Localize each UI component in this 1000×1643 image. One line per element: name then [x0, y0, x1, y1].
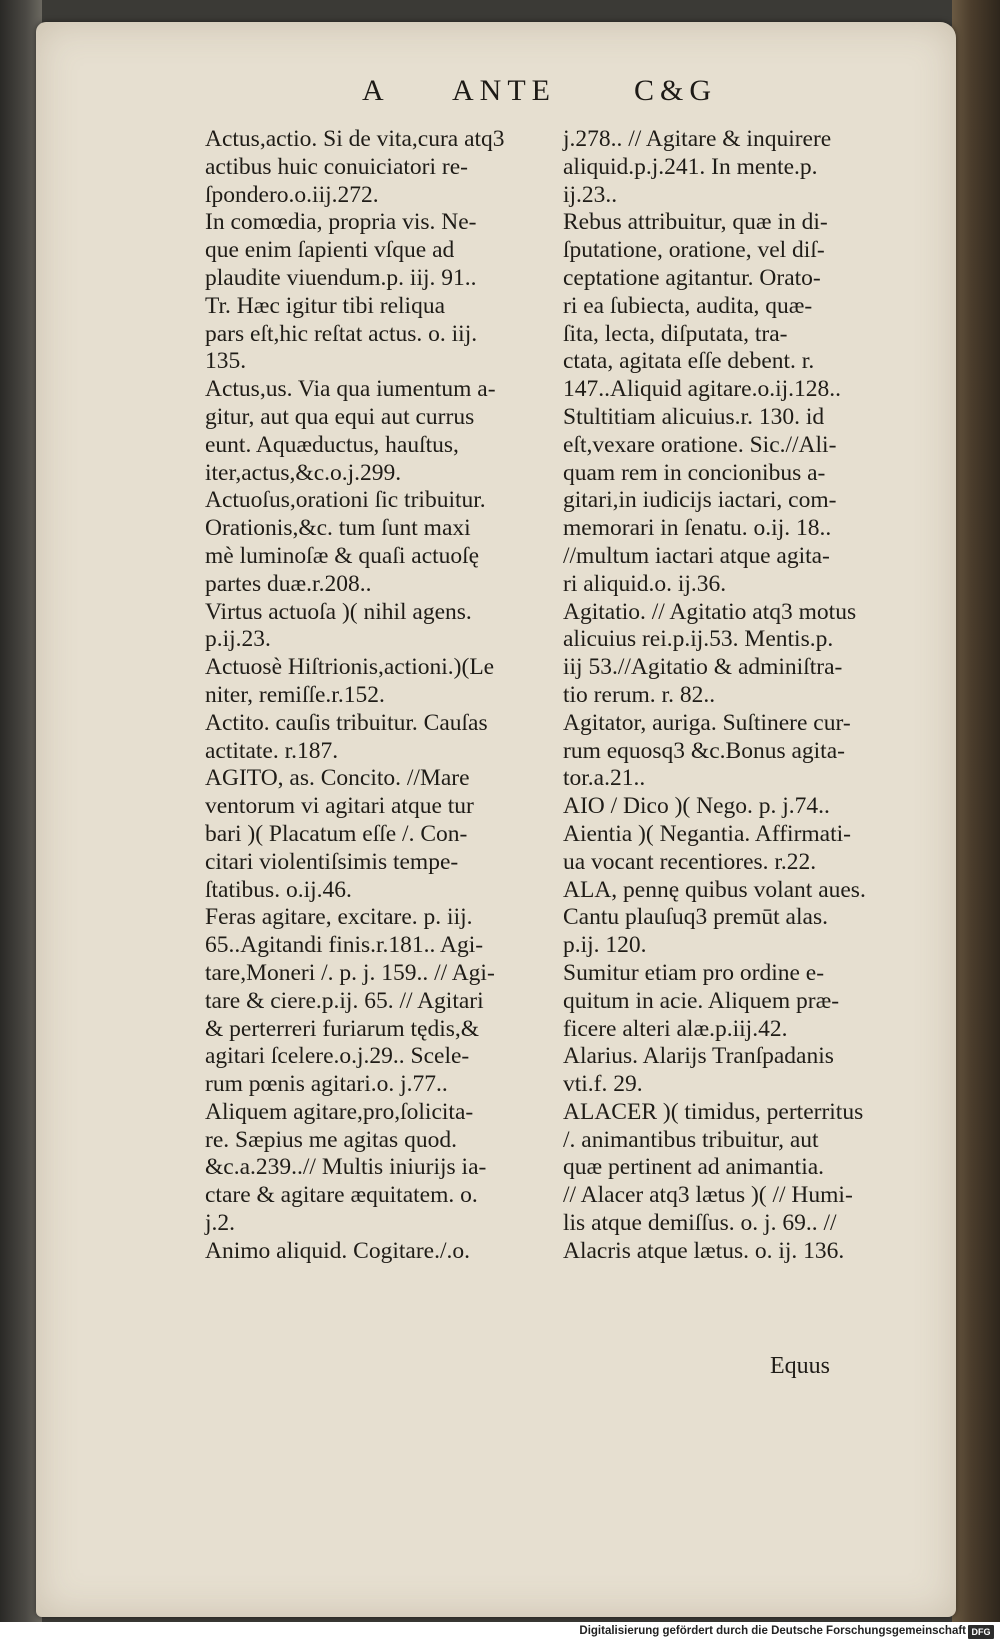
- text-line: quæ pertinent ad animantia.: [563, 1154, 825, 1181]
- dfg-logo: DFG: [968, 1625, 994, 1639]
- text-line: Alacris atque lætus. o. ij. 136.: [563, 1237, 845, 1264]
- text-line: iij 53.//Agitatio & adminiſtra-: [563, 654, 843, 681]
- text-line: memorari in ſenatu. o.ij. 18..: [563, 515, 832, 542]
- text-line: ſtatibus. o.ij.46.: [205, 876, 352, 903]
- text-line: Tr. Hæc igitur tibi reliqua: [205, 292, 446, 319]
- text-line: ctata, agitata eſſe debent. r.: [563, 348, 815, 375]
- text-line: //multum iactari atque agita-: [563, 542, 830, 569]
- text-line: j.278.. // Agitare & inquirere: [563, 126, 832, 152]
- text-line: mè luminoſæ & quaſi actuoſę: [205, 542, 480, 569]
- text-line: ri ea ſubiecta, audita, quæ-: [563, 292, 813, 319]
- running-head-letter: A: [362, 74, 390, 107]
- text-line: gitari,in iudicijs iactari, com-: [563, 487, 837, 514]
- text-line: quam rem in concionibus a-: [563, 459, 826, 486]
- text-line: In comœdia, propria vis. Ne-: [205, 209, 477, 236]
- text-line: ſpondero.o.iij.272.: [205, 181, 379, 208]
- text-line: Stultitiam alicuius.r. 130. id: [563, 403, 825, 430]
- text-line: 135.: [205, 348, 247, 375]
- text-line: eſt,vexare oratione. Sic.//Ali-: [563, 431, 837, 458]
- catchword: Equus: [770, 1353, 830, 1379]
- text-line: tare,Moneri /. p. j. 159.. // Agi-: [205, 959, 495, 986]
- text-line: ficere alteri alæ.p.iij.42.: [563, 1015, 788, 1042]
- running-head-word: ANTE: [452, 74, 556, 107]
- text-line: rum pœnis agitari.o. j.77..: [205, 1071, 448, 1098]
- text-line: Actuosè Hiſtrionis,actioni.)(Le: [205, 654, 495, 681]
- text-line: ctare & agitare æquitatem. o.: [205, 1182, 478, 1209]
- text-line: agitari ſcelere.o.j.29.. Scele-: [205, 1043, 470, 1070]
- text-line: rum equosq3 &c.Bonus agita-: [563, 737, 845, 764]
- text-line: actitate. r.187.: [205, 737, 339, 764]
- text-line: pars eſt,hic reſtat actus. o. iij.: [205, 320, 478, 347]
- text-line: j.2.: [205, 1210, 236, 1237]
- text-line: Agitator, auriga. Suſtinere cur-: [563, 709, 851, 736]
- footer-credit-text: Digitalisierung gefördert durch die Deutsche Forschungsgemeinschaft: [579, 1625, 966, 1637]
- text-line: & perterreri furiarum tędis,&: [205, 1015, 480, 1042]
- text-line: bari )( Placatum eſſe /. Con-: [205, 820, 468, 847]
- text-line: ri aliquid.o. ij.36.: [563, 570, 727, 597]
- text-line: ALA, pennę quibus volant aues.: [563, 876, 866, 903]
- text-line: niter, remiſſe.r.152.: [205, 681, 385, 708]
- text-line: ceptatione agitantur. Orato-: [563, 264, 821, 291]
- text-line: Actus,actio. Si de vita,cura atq3: [205, 126, 505, 152]
- text-line: &c.a.239..// Multis iniurijs ia-: [205, 1154, 487, 1181]
- text-line: lis atque demiſſus. o. j. 69.. //: [563, 1210, 837, 1237]
- text-line: AIO / Dico )( Nego. p. j.74..: [563, 793, 830, 820]
- text-line: eunt. Aquæductus, hauſtus,: [205, 431, 459, 458]
- text-line: p.ij.23.: [205, 626, 271, 653]
- text-line: vti.f. 29.: [563, 1071, 643, 1098]
- text-line: p.ij. 120.: [563, 932, 647, 959]
- text-line: Agitatio. // Agitatio atq3 motus: [563, 598, 857, 625]
- text-line: alicuius rei.p.ij.53. Mentis.p.: [563, 626, 834, 653]
- text-line: Cantu plauſuq3 premūt alas.: [563, 904, 828, 931]
- text-line: Aientia )( Negantia. Affirmati-: [563, 820, 851, 847]
- text-line: Actuoſus,orationi ſic tribuitur.: [205, 487, 486, 514]
- text-line: 65..Agitandi finis.r.181.. Agi-: [205, 932, 484, 959]
- text-line: Alarius. Alarijs Tranſpadanis: [563, 1043, 834, 1070]
- text-line: /. animantibus tribuitur, aut: [563, 1126, 819, 1153]
- text-line: ua vocant recentiores. r.22.: [563, 848, 817, 875]
- text-line: gitur, aut qua equi aut currus: [205, 403, 475, 430]
- text-line: que enim ſapienti vſque ad: [205, 237, 455, 264]
- text-line: tor.a.21..: [563, 765, 646, 792]
- text-line: tio rerum. r. 82..: [563, 681, 716, 708]
- footer-bar: [0, 1622, 1000, 1643]
- text-line: Rebus attribuitur, quæ in di-: [563, 209, 828, 236]
- text-line: Feras agitare, excitare. p. iij.: [205, 904, 473, 931]
- running-head-pages: C&G: [634, 74, 718, 107]
- text-line: quitum in acie. Aliquem præ-: [563, 987, 840, 1014]
- text-line: actibus huic conuiciatori re-: [205, 153, 468, 180]
- text-line: Actus,us. Via qua iumentum a-: [205, 376, 496, 403]
- text-line: Actito. cauſis tribuitur. Cauſas: [205, 709, 488, 736]
- text-line: 147..Aliquid agitare.o.ij.128..: [563, 376, 842, 403]
- text-line: Animo aliquid. Cogitare./.o.: [205, 1237, 470, 1264]
- text-line: ſita, lecta, diſputata, tra-: [563, 320, 788, 347]
- text-line: Aliquem agitare,pro,ſolicita-: [205, 1098, 474, 1125]
- right-text-column: [563, 126, 923, 1266]
- text-line: Sumitur etiam pro ordine e-: [563, 959, 825, 986]
- text-line: ſputatione, oratione, vel diſ-: [563, 237, 825, 264]
- text-line: tare & ciere.p.ij. 65. // Agitari: [205, 987, 484, 1014]
- text-line: Orationis,&c. tum ſunt maxi: [205, 515, 471, 542]
- text-line: ij.23..: [563, 181, 618, 208]
- text-line: citari violentiſsimis tempe-: [205, 848, 459, 875]
- text-line: // Alacer atq3 lætus )( // Humi-: [563, 1182, 853, 1209]
- text-line: plaudite viuendum.p. iij. 91..: [205, 264, 477, 291]
- left-text-column: [205, 126, 545, 1266]
- running-head: [0, 74, 1000, 114]
- text-line: partes duæ.r.208..: [205, 570, 372, 597]
- text-line: aliquid.p.j.241. In mente.p.: [563, 153, 818, 180]
- text-line: AGITO, as. Concito. //Mare: [205, 765, 470, 792]
- text-line: ventorum vi agitari atque tur: [205, 793, 474, 820]
- book-cover-edge: [952, 0, 1000, 1622]
- text-line: re. Sæpius me agitas quod.: [205, 1126, 457, 1153]
- text-line: Virtus actuoſa )( nihil agens.: [205, 598, 472, 625]
- text-line: ALACER )( timidus, perterritus: [563, 1098, 864, 1125]
- text-line: iter,actus,&c.o.j.299.: [205, 459, 402, 486]
